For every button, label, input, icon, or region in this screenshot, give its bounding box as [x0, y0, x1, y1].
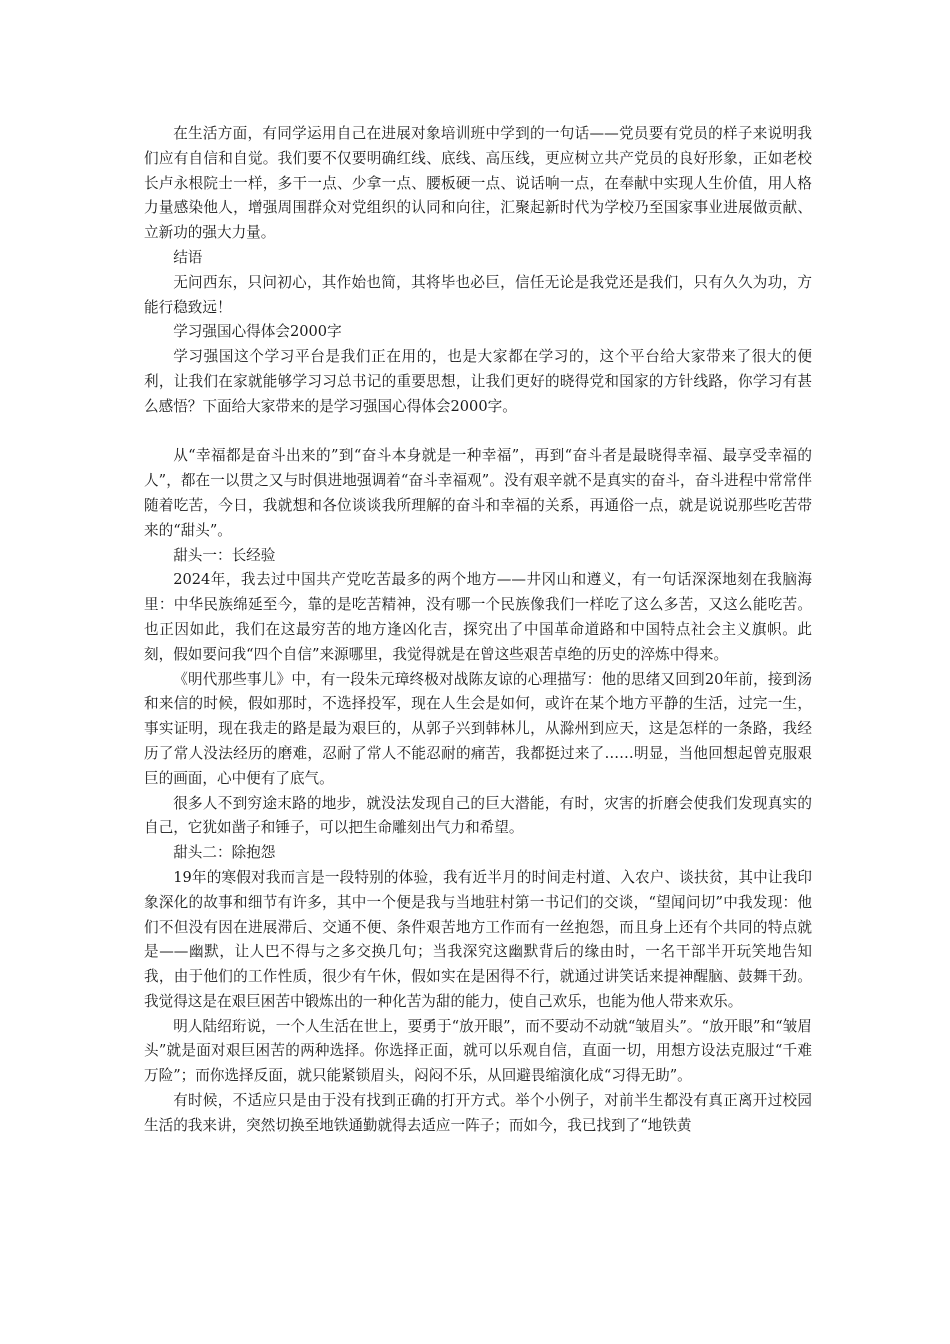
heading-study-essay-title: 学习强国心得体会2000字 [173, 323, 342, 341]
heading-benefit-one: 甜头一：长经验 [173, 546, 276, 564]
paragraph-study-intro: 学习强国这个学习平台是我们正在用的，也是大家都在学习的，这个平台给大家带来了很大的便利，让我们在家就能够学习习总书记的重要思想，让我们更好的晓得党和国家的方针线路，你学习有甚么感悟？下面给大家带来的是学习强国心得体会2000字。 [144, 348, 812, 415]
paragraph-winter-vacation: 19年的寒假对我而言是一段特别的体验，我有近半月的时间走村道、入农户、谈扶贫，其中让我印象深化的故事和细节有许多，其中一个便是我与当地驻村第一书记们的交谈，“望闻问切”中我发现：他们不但没有因在进展滞后、交通不便、条件艰苦地方工作而有一丝抱怨，而且身上还有个共同的特点就是——幽默，让人巴不得与之多交换几句；当我深究这幽默背后的缘由时，一名干部半开玩笑地告知我，由于他们的工作性质，很少有午休，假如实在是困得不行，就通过讲笑话来提神醒脑、鼓舞干劲。我觉得这是在艰巨困苦中锻炼出的一种化苦为甜的能力，使自己欢乐，也能为他人带来欢乐。 [144, 868, 812, 1010]
paragraph-lu-shaoheng: 明人陆绍珩说，一个人生活在世上，要勇于“放开眼”，而不要动不动就“皱眉头”。“放开眼”和“皱眉头”就是面对艰巨困苦的两种选择。你选择正面，就可以乐观自信，直面一切，用想方设法克服过“千难万险”；而你选择反面，就只能紧锁眉头，闷闷不乐，从回避畏缩演化成“习得无助”。 [144, 1017, 812, 1085]
paragraph-jinggangshan-zunyi: 2024年，我去过中国共产党吃苦最多的两个地方——井冈山和遵义，有一句话深深地刻在我脑海里：中华民族绵延至今，靠的是吃苦精神，没有哪一个民族像我们一样吃了这么多苦，又这么能吃苦。也正因如此，我们在这最穷苦的地方逢凶化吉，探究出了中国革命道路和中国特点社会主义旗帜。此刻，假如要问我“四个自信”来源哪里，我觉得就是在曾这些艰苦卓绝的历史的淬炼中得来。 [144, 571, 812, 663]
paragraph-subway-commute: 有时候，不适应只是由于没有找到正确的打开方式。举个小例子，对前半生都没有真正离开过校园生活的我来讲，突然切换至地铁通勤就得去适应一阵子；而如今，我已找到了“地铁黄 [144, 1092, 812, 1134]
heading-conclusion: 结语 [173, 248, 203, 266]
paragraph-potential: 很多人不到穷途末路的地步，就没法发现自己的巨大潜能，有时，灾害的折磨会使我们发现真实的自己，它犹如凿子和锤子，可以把生命雕刻出气力和希望。 [144, 794, 812, 837]
document-body [144, 122, 812, 1139]
paragraph-party-member-image: 在生活方面，有同学运用自己在进展对象培训班中学到的一句话——党员要有党员的样子来说明我们应有自信和自觉。我们要不仅要明确红线、底线、高压线，更应树立共产党员的良好形象，正如老校长卢永根院士一样，多干一点、少拿一点、腰板硬一点、说话响一点，在奉献中实现人生价值，用人格力量感染他人，增强周围群众对党组织的认同和向往，汇聚起新时代为学校乃至国家事业进展做贡献、立新功的强大力量。 [144, 125, 812, 242]
paragraph-conclusion: 无问西东，只问初心，其作始也简，其将毕也必巨，信任无论是我党还是我们，只有久久为功，方能行稳致远！ [144, 273, 812, 316]
paragraph-ming-dynasty: 《明代那些事儿》中，有一段朱元璋终极对战陈友谅的心理描写：他的思绪又回到20年前，接到汤和来信的时候，假如那时，不选择投军，现在人生会是如何，或许在某个地方平静的生活，过完一生，事实证明，现在我走的路是最为艰巨的，从郭子兴到韩林儿，从滁州到应天，这是怎样的一条路，我经历了常人没法经历的磨难，忍耐了常人不能忍耐的痛苦，我都挺过来了……明显，当他回想起曾克服艰巨的画面，心中便有了底气。 [144, 670, 812, 787]
heading-benefit-two: 甜头二：除抱怨 [173, 844, 276, 862]
paragraph-struggle-happiness: 从“幸福都是奋斗出来的”到“奋斗本身就是一种幸福”，再到“奋斗者是最晓得幸福、最享受幸福的人”，都在一以贯之又与时俱进地强调着“奋斗幸福观”。没有艰辛就不是真实的奋斗，奋斗进程中常常伴随着吃苦，今日，我就想和各位谈谈我所理解的奋斗和幸福的关系，再通俗一点，就是说说那些吃苦带来的“甜头”。 [144, 447, 812, 539]
blank-line [144, 420, 812, 445]
